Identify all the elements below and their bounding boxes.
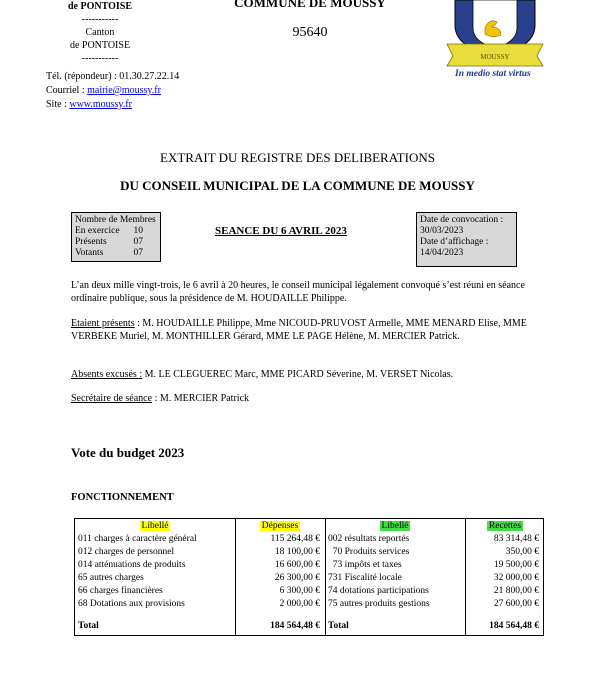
convocation-date: 30/03/2023 [420,226,464,236]
session-title: SEANCE DU 6 AVRIL 2023 [215,225,347,237]
posting-date: 14/04/2023 [420,248,464,258]
expense-label: 011 charges à caractère général [78,534,197,544]
header-depenses [235,521,325,531]
canton-line: de PONTOISE [69,40,131,51]
letterhead-left [40,0,190,65]
revenue-label: 70 Produits services [328,547,410,557]
expense-label: 012 charges de personnel [78,547,175,557]
members-count: 07 [133,237,143,247]
phone: Tél. (répondeur) : 01.30.27.22.14 [46,71,180,82]
email-link[interactable]: mairie@moussy.fr [87,85,161,96]
section-title: FONCTIONNEMENT [71,492,174,503]
separator: ----------- [81,53,119,64]
separator: ----------- [81,14,119,25]
expense-label: 68 Dotations aux provisions [78,599,185,609]
members-row [75,226,157,237]
revenue-label: 73 impôts et taxes [328,560,402,570]
members-count: 10 [133,226,143,236]
motto: In medio stat virtus [455,69,531,79]
canton-label: Canton [85,27,115,38]
secretary-label: Secrétaire de séance [71,393,153,404]
budget-table [74,518,544,636]
header-recettes [465,521,545,531]
members-header: Nombre de Membres [75,215,156,225]
convocation-label: Date de convocation : [420,215,504,225]
expense-label: 014 atténuations de produits [78,560,186,570]
attendees-list: : M. HOUDAILLE Philippe, Mme NICOUD-PRUVOST Armelle, MME MENARD Elise, MME VERBEKE Muriel, M. MONTHILLER Gérard, MME LE PAGE Hélène, M. MERCIER Patrick. [71,318,527,342]
expense-label: 66 charges financières [78,586,163,596]
members-label: Votants [75,248,104,258]
absentees-paragraph [71,369,531,382]
email-label: Courriel : [46,85,88,96]
posting-label: Date d’affichage : [420,237,489,247]
email-line [46,84,179,98]
coat-of-arms [445,0,545,80]
revenue-amount: 27 600,00 € [493,599,539,609]
expense-amount: 18 100,00 € [274,547,320,557]
revenue-amount: 19 500,00 € [493,560,539,570]
revenue-amount: 350,00 € [505,547,539,557]
revenue-amount: 83 314,48 € [493,534,539,544]
secretary-name: : M. MERCIER Patrick [152,393,250,404]
attendees-paragraph [71,318,531,343]
members-box [71,212,161,262]
extract-title: EXTRAIT DU REGISTRE DES DELIBERATIONS [160,150,435,165]
total-label: Total [78,621,99,631]
header-libelle-depenses-text: Libellé [141,521,169,531]
revenue-label: 74 dotations participations [328,586,429,596]
expense-amount: 115 264,48 € [270,534,320,544]
site-label: Site : [46,99,70,110]
absentees-label: Absents excusés : [71,369,143,380]
expense-amount: 6 300,00 € [279,586,320,596]
expense-amount: 2 000,00 € [279,599,320,609]
postal-code: 95640 [292,25,328,40]
attendees-label: Etaient présents [71,318,135,329]
header-libelle-recettes [325,521,465,531]
council-title: DU CONSEIL MUNICIPAL DE LA COMMUNE DE MOUSSY [120,178,475,193]
contact-block [46,70,179,112]
shield-icon [445,0,545,80]
members-label: Présents [75,237,107,247]
dates-box [416,212,517,267]
total-revenues: 184 564,48 € [489,621,539,631]
members-row [75,248,157,259]
expense-label: 65 autres charges [78,573,144,583]
total-expenses: 184 564,48 € [270,621,320,631]
header-libelle-depenses [75,521,235,531]
commune-name: COMMUNE DE MOUSSY [234,0,386,10]
crest-banner-text: MOUSSY [480,53,510,61]
header-depenses-text: Dépenses [261,521,299,531]
total-label: Total [328,621,349,631]
members-row [75,237,157,248]
secretary-paragraph [71,393,531,406]
revenue-label: 002 résultats reportés [328,534,410,544]
revenue-label: 75 autres produits gestions [328,599,430,609]
members-label: En exercice [75,226,120,236]
header-recettes-text: Recettes [488,521,522,531]
absentees-list: M. LE CLEGUEREC Marc, MME PICARD Séverine, M. VERSET Nicolas. [142,369,454,380]
site-line [46,98,179,112]
site-link[interactable]: www.moussy.fr [69,99,132,110]
revenue-amount: 32 000,00 € [493,573,539,583]
intro-paragraph: L’an deux mille vingt-trois, le 6 avril à 20 heures, le conseil municipal légalement convoqué s’est réuni en séance ordinaire publique, sous la présidence de M. HOUDAILLE Philippe. [71,280,525,304]
header-libelle-recettes-text: Libellé [381,521,409,531]
revenue-label: 731 Fiscalité locale [328,573,402,583]
members-count: 07 [133,248,143,258]
expense-amount: 16 600,00 € [274,560,320,570]
vote-title: Vote du budget 2023 [71,445,185,460]
arrondissement-line: de PONTOISE [68,1,132,12]
revenue-amount: 21 800,00 € [493,586,539,596]
expense-amount: 26 300,00 € [274,573,320,583]
